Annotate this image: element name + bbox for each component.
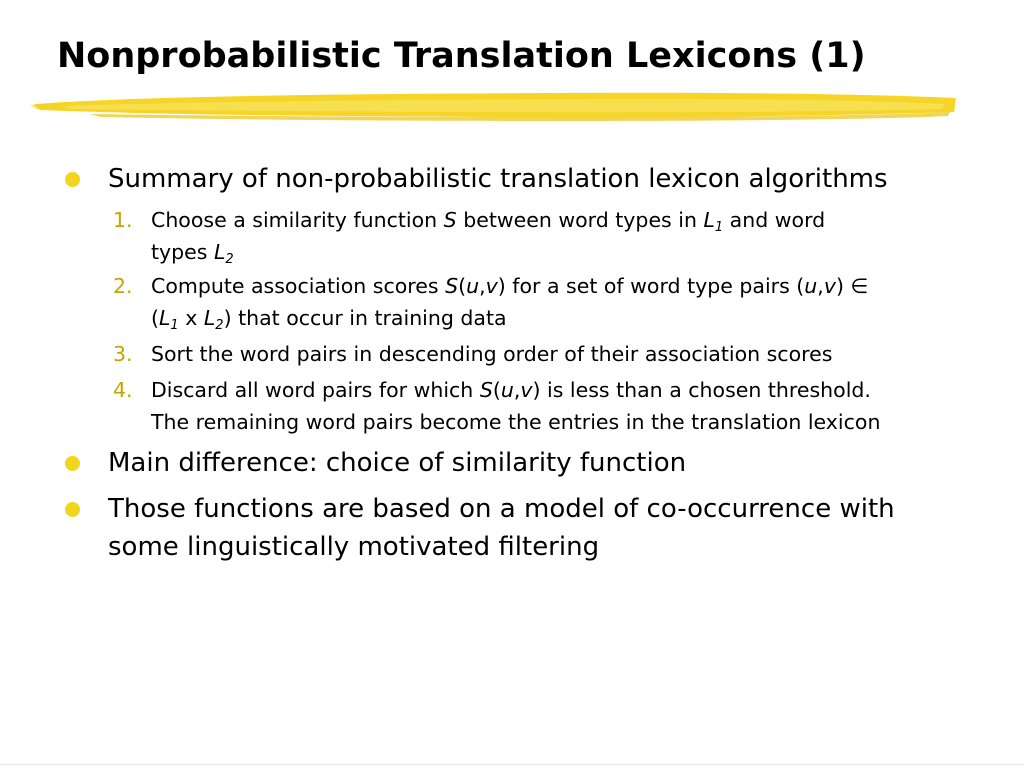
numbered-step [113, 374, 1001, 438]
slide-title: Nonprobabilistic Translation Lexicons (1) [57, 36, 866, 76]
numbered-step [113, 270, 1001, 334]
bullet-text: Summary of non-probabilistic translation lexicon algorithms [108, 164, 888, 194]
step-line: Discard all word pairs for which S(u,v) is less than a chosen threshold. [151, 378, 871, 402]
step-line: The remaining word pairs become the entries in the translation lexicon [151, 410, 881, 434]
bullet-dot-icon [65, 456, 80, 471]
numbered-step [113, 338, 1001, 370]
bullet-item [108, 444, 998, 482]
step-number: 2. [113, 274, 133, 298]
step-line: Compute association scores S(u,v) for a set of word type pairs (u,v) ∈ [151, 274, 869, 298]
bullet-item [108, 160, 998, 198]
footer-divider [0, 764, 1024, 765]
bullet-text-line: some linguistically motivated filtering [108, 532, 600, 562]
step-number: 1. [113, 208, 133, 232]
step-number: 3. [113, 342, 133, 366]
title-underline-brush [30, 86, 960, 126]
bullet-item [108, 490, 998, 566]
step-number: 4. [113, 378, 133, 402]
element-of-symbol: ∈ [850, 274, 869, 298]
step-line: ($L_1$ x $L_2$) that occur in training data [151, 306, 507, 333]
bullet-text: Main difference: choice of similarity function [108, 448, 687, 478]
numbered-step [113, 204, 1001, 268]
bullet-dot-icon [65, 502, 80, 517]
bullet-dot-icon [65, 172, 80, 187]
bullet-text-line: Those functions are based on a model of co-occurrence with [108, 494, 895, 524]
step-line: types $L_2$ [151, 240, 234, 267]
step-line: Choose a similarity function S between word types in $L_1$ and word [151, 208, 826, 235]
step-line: Sort the word pairs in descending order of their association scores [151, 342, 833, 366]
